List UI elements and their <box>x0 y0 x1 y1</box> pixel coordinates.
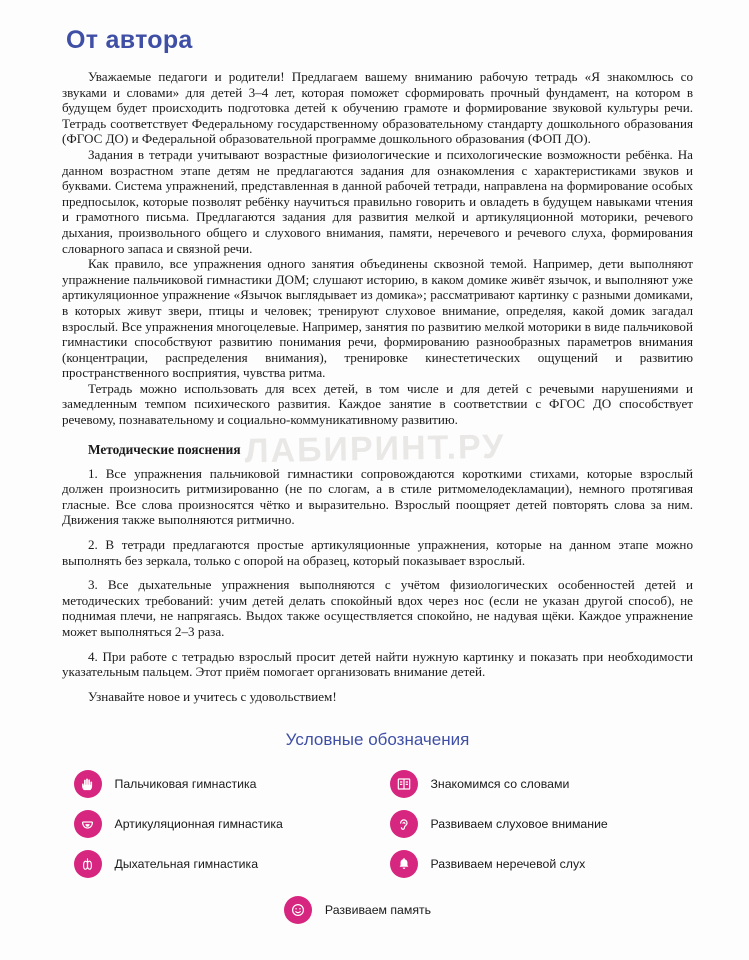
legend-item-memory <box>22 896 693 924</box>
intro-paragraph-2: Задания в тетради учитывают возрастные физиологические и психологические возможности ребёнка. На данном возрастном этапе детям не предлагаются задания для ознакомления с характеристиками звуков и буквами. Система упражнений, представленная в данной рабочей тетради, направлена на формирование особых предпосылок, которые позволят ребёнку научиться правильно говорить и овладеть в будущем навыками чтения и грамотного письма. Предлагаются задания для развития мелкой и артикуляционной моторики, речевого дыхания, произвольного общего и слухового внимания, памяти, неречевого и речевого слуха, формирования словарного запаса и связной речи. <box>62 146 693 256</box>
memory-face-icon <box>284 896 312 924</box>
legend-item-label: Развиваем слуховое внимание <box>430 817 608 832</box>
method-note-4: 4. При работе с тетрадью взрослый просит детей найти нужную картинку и показать при необходимости указательным пальцем. Этот приём помогает организовать внимание детей. <box>62 648 693 680</box>
watermark: ЛАБИРИНТ.РУ <box>244 427 506 471</box>
legend-item <box>74 810 374 838</box>
legend-item <box>74 850 374 878</box>
page-title: От автора <box>66 26 193 54</box>
legend-item-label: Развиваем неречевой слух <box>430 857 586 872</box>
legend-item <box>390 850 690 878</box>
intro-paragraph-1: Уважаемые педагоги и родители! Предлагаем вашему вниманию рабочую тетрадь «Я знакомлюсь со звуками и словами» для детей 3–4 лет, которая поможет сформировать прочный фундамент, на котором в будущем будет происходить подготовка детей к обучению грамоте и формирование звуковой культуры речи. Тетрадь соответствует Федеральному государственному образовательному стандарту дошкольного образования (ФГОС ДО) и Федеральной образовательной программе дошкольного образования (ФОП ДО). <box>62 69 693 147</box>
legend-item <box>390 770 690 798</box>
legend-item-label: Дыхательная гимнастика <box>114 857 259 872</box>
intro-paragraph-3: Как правило, все упражнения одного занятия объединены сквозной темой. Например, дети выполняют упражнение пальчиковой гимнастики ДОМ; слушают историю, в каком домике живёт язычок, и выполняют уже артикуляционное упражнение «Язычок выглядывает из домика»; рассматривают картинку с разными домиками, в которых живут звери, птицы и человек; тренируют слуховое внимание, определяя, какой домик загадал взрослый. Все упражнения многоцелевые. Например, занятия по развитию мелкой моторики в виде пальчиковой гимнастики способствуют развитию понимания речи, формированию разнообразных параметров внимания (концентрации, распределения внимания), тренировке кинестетических ощущений и развитию пространственного восприятия, чувства ритма. <box>62 256 693 381</box>
book-icon <box>390 770 418 798</box>
section-subheading: Методические пояснения <box>88 441 241 457</box>
legend-grid <box>70 770 693 878</box>
method-note-1: 1. Все упражнения пальчиковой гимнастики сопровождаются короткими стихами, которые взрослый должен произносить ритмизированно (не по слогам, а в стиле ритмомелодекламации), немного протягивая гласные. Все слова произносятся чётко и выразительно. Взрослый поощряет детей повторять слова за ним. Движения также выполняются ритмично. <box>62 465 693 528</box>
legend-item-label: Развиваем память <box>324 903 432 918</box>
legend-item-label: Пальчиковая гимнастика <box>114 777 257 792</box>
method-note-2: 2. В тетради предлагаются простые артикуляционные упражнения, которые на данном этапе можно выполнять без зеркала, только с опорой на образец, который показывает взрослый. <box>62 537 693 568</box>
legend-title: Условные обозначения <box>285 730 470 750</box>
mouth-icon <box>74 810 102 838</box>
hand-icon <box>74 770 102 798</box>
closing-line: Узнавайте новое и учитесь с удовольствием! <box>88 688 337 704</box>
legend-item <box>74 770 374 798</box>
lungs-icon <box>74 850 102 878</box>
legend-item-label: Знакомимся со словами <box>430 777 570 792</box>
intro-paragraph-4: Тетрадь можно использовать для всех детей, в том числе и для детей с речевыми нарушениями и замедленным темпом психического развития. Каждое занятие в соответствии с ФГОС ДО способствует речевому, познавательному и социально-коммуникативному развитию. <box>62 380 693 428</box>
method-note-3: 3. Все дыхательные упражнения выполняются с учётом физиологических особенностей детей и методических требований: учим детей делать спокойный вдох через нос (если не указан другой способ), не поднимая плечи, не напрягаясь. Выдох также осуществляется спокойно, не надувая щёки. Каждое упражнение может выполняться 2–3 раза. <box>62 577 693 639</box>
bell-icon <box>390 850 418 878</box>
legend-item <box>390 810 690 838</box>
ear-icon <box>390 810 418 838</box>
legend-item-label: Артикуляционная гимнастика <box>114 817 283 832</box>
